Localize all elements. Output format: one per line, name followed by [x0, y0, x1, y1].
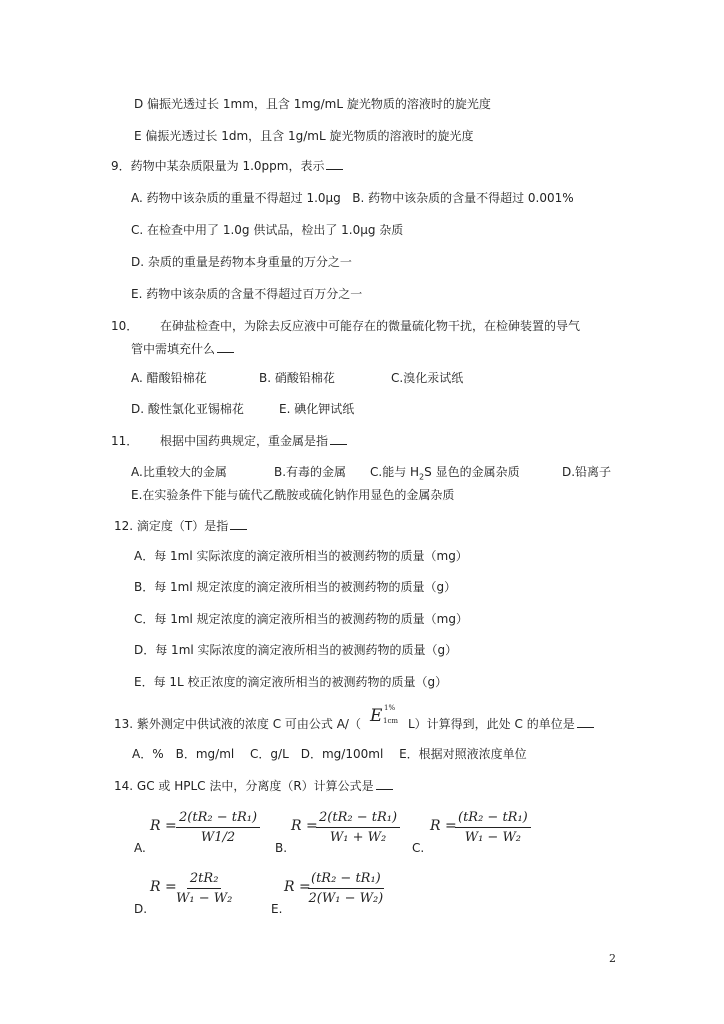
formula-d-label: D. — [134, 902, 148, 916]
formula-e-lhs: R = — [284, 879, 311, 895]
formula-d-denominator: W₁ − W₂ — [176, 891, 233, 906]
q12-stem: 12. 滴定度（T）是指 — [114, 518, 247, 534]
q10-stem-line2: 管中需填充什么 — [131, 341, 234, 357]
answer-blank — [376, 778, 393, 790]
q12-option-c: C．每 1ml 规定浓度的滴定液所相当的被测药物的质量（mg） — [134, 612, 468, 626]
answer-blank — [230, 518, 247, 530]
extinction-coefficient-symbol: E 1% 1cm — [370, 704, 399, 726]
q11-option-c: C.能与 $H_2S$ 显色的金属杂质 — [370, 465, 520, 482]
q9-stem: 9．药物中某杂质限量为 1.0ppm，表示 — [111, 158, 343, 174]
q13-stem-post: L）计算得到，此处 C 的单位是 — [408, 716, 594, 732]
formula-e-label: E. — [271, 902, 283, 916]
q11-option-b: B.有毒的金属 — [274, 465, 347, 479]
answer-blank — [217, 341, 234, 353]
q12-option-b: B．每 1ml 规定浓度的滴定液所相当的被测药物的质量（g） — [134, 580, 457, 594]
formula-a-denominator: W1/2 — [200, 830, 236, 845]
formula-d-lhs: R = — [150, 879, 177, 895]
q10-stem-line1: 在砷盐检查中，为除去反应液中可能存在的微量硫化物干扰，在检砷装置的导气 — [160, 319, 581, 333]
q8-option-d: D 偏振光透过长 1mm，且含 1mg/mL 旋光物质的溶液时的旋光度 — [134, 97, 491, 111]
q10-option-d: D. 酸性氯化亚锡棉花 — [131, 402, 244, 416]
formula-b-numerator: 2(tR₂ − tR₁) — [316, 810, 400, 828]
formula-b-denominator: W₁ + W₂ — [329, 830, 387, 845]
formula-c-denominator: W₁ − W₂ — [464, 830, 522, 845]
q12-option-a: A．每 1ml 实际浓度的滴定液所相当的被测药物的质量（mg） — [134, 549, 468, 563]
q11-option-a: A.比重较大的金属 — [131, 465, 227, 479]
answer-blank — [326, 158, 343, 170]
formula-a — [176, 810, 260, 845]
formula-d — [176, 871, 232, 906]
q10-option-e: E. 碘化钾试纸 — [279, 402, 355, 416]
q8-option-e: E 偏振光透过长 1dm，且含 1g/mL 旋光物质的溶液时的旋光度 — [134, 129, 474, 143]
formula-a-numerator: 2(tR₂ − tR₁) — [176, 810, 260, 828]
formula-e-numerator: (tR₂ − tR₁) — [308, 871, 384, 889]
q11-option-d: D.铅离子 — [562, 465, 612, 479]
q9-option-e: E. 药物中该杂质的含量不得超过百万分之一 — [131, 287, 363, 301]
formula-a-label: A. — [134, 841, 146, 855]
formula-b-lhs: R = — [291, 818, 318, 834]
formula-c-lhs: R = — [430, 818, 457, 834]
q13-stem-pre: 13. 紫外测定中供试液的浓度 C 可由公式 A/（ — [114, 717, 361, 731]
formula-c-numerator: (tR₂ − tR₁) — [455, 810, 531, 828]
q12-option-e: E．每 1L 校正浓度的滴定液所相当的被测药物的质量（g） — [134, 675, 448, 689]
q11-stem: 根据中国药典规定，重金属是指 — [160, 433, 347, 449]
formula-e — [308, 871, 384, 906]
q11-option-e: E.在实验条件下能与硫代乙酰胺或硫化钠作用显色的金属杂质 — [131, 488, 455, 502]
q10-option-b: B. 硝酸铅棉花 — [259, 371, 335, 385]
formula-d-numerator: 2tR₂ — [187, 871, 222, 889]
q9-option-ab: A. 药物中该杂质的重量不得超过 1.0μg B. 药物中该杂质的含量不得超过 0.001% — [131, 191, 574, 205]
q10-number: 10． — [111, 319, 139, 333]
formula-e-denominator: 2(W₁ − W₂) — [308, 891, 384, 906]
formula-c-label: C. — [412, 841, 425, 855]
q10-option-a: A. 醋酸铅棉花 — [131, 371, 207, 385]
q13-options: A．% B．mg/ml C．g/L D．mg/100ml E．根据对照液浓度单位 — [132, 747, 527, 761]
q11-number: 11． — [111, 434, 139, 448]
q9-option-d: D. 杂质的重量是药物本身重量的万分之一 — [131, 255, 352, 269]
q12-option-d: D．每 1ml 实际浓度的滴定液所相当的被测药物的质量（g） — [134, 643, 458, 657]
q9-option-c: C. 在检查中用了 1.0g 供试品，检出了 1.0μg 杂质 — [131, 223, 404, 237]
q14-stem: 14. GC 或 HPLC 法中，分离度（R）计算公式是 — [114, 778, 393, 794]
formula-c — [455, 810, 531, 845]
formula-a-lhs: R = — [150, 818, 177, 834]
page-number: 2 — [609, 952, 616, 965]
answer-blank — [577, 716, 594, 728]
answer-blank — [330, 433, 347, 445]
formula-b — [316, 810, 400, 845]
formula-b-label: B. — [275, 841, 288, 855]
q10-option-c: C.溴化汞试纸 — [391, 371, 464, 385]
